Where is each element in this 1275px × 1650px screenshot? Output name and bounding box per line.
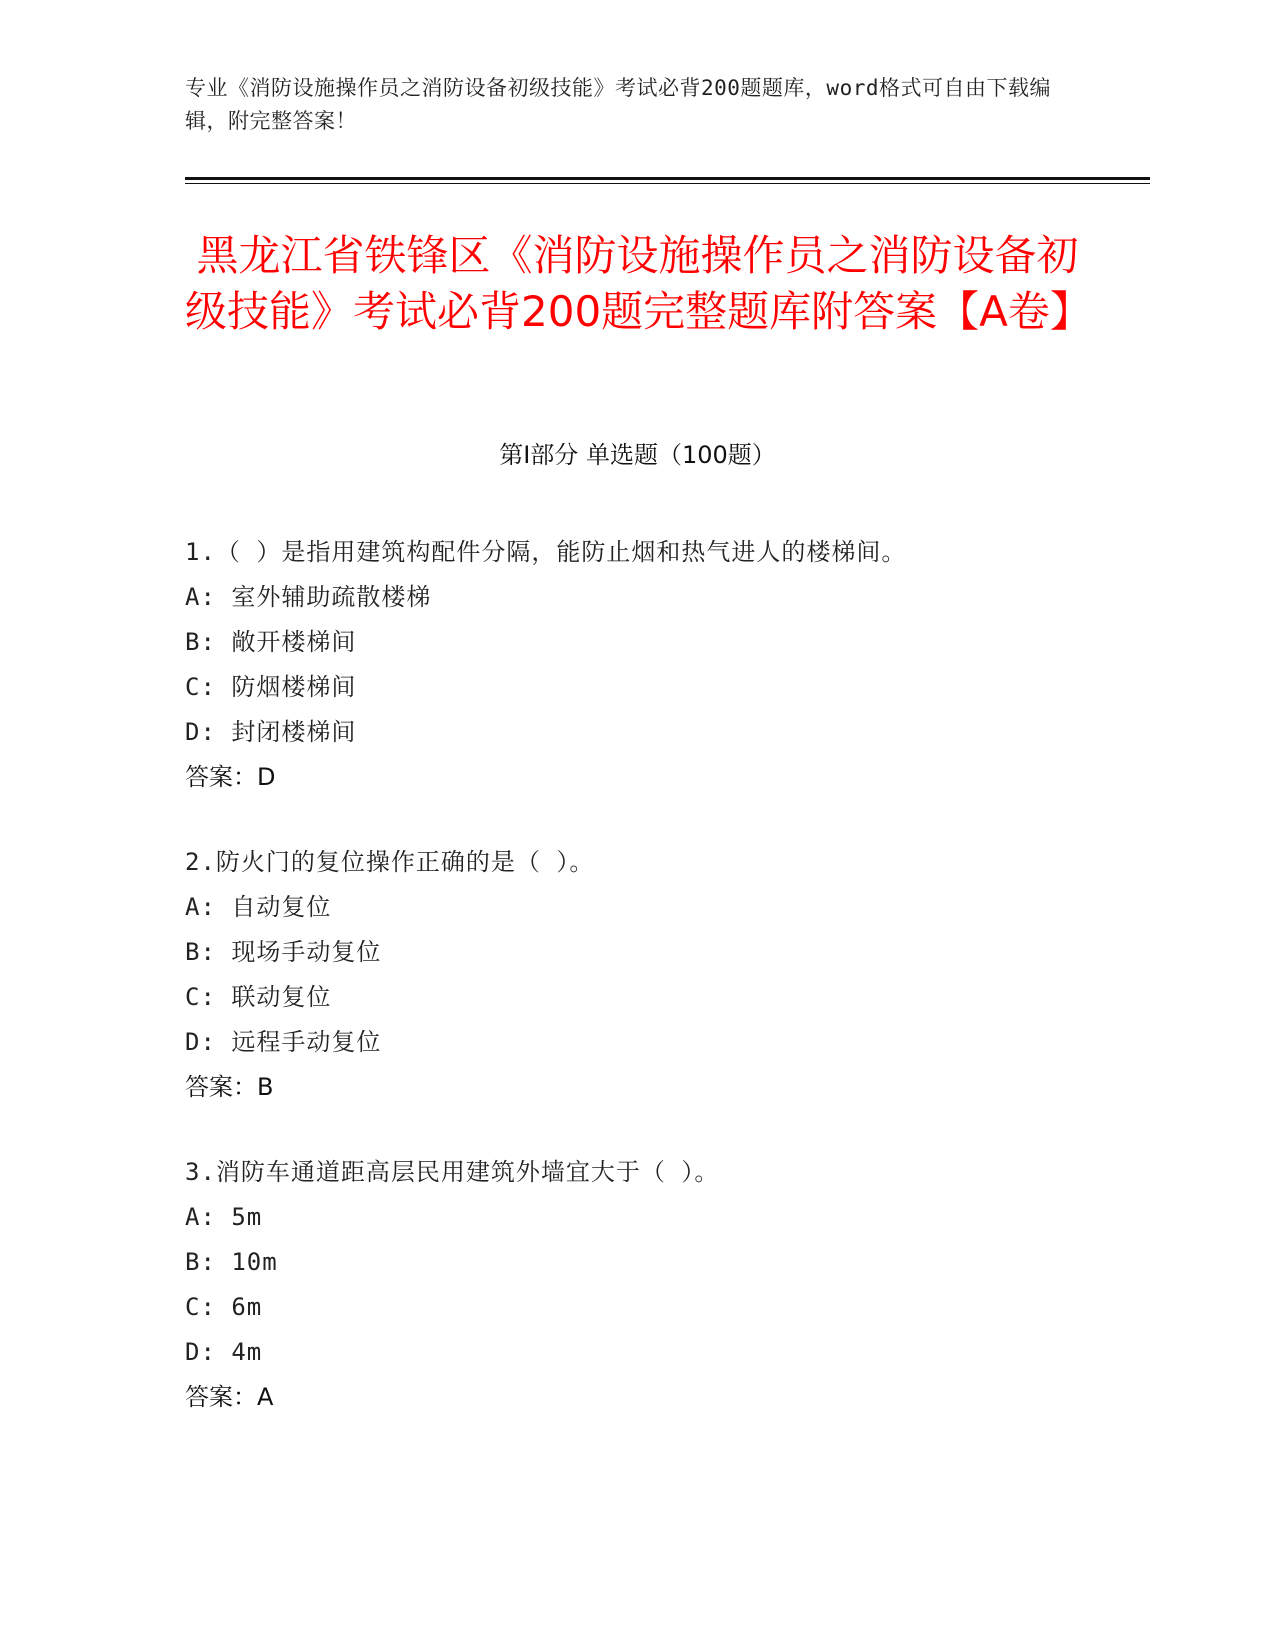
- option-d: D: 远程手动复位: [185, 1028, 382, 1056]
- option-a: A: 自动复位: [185, 893, 332, 921]
- option-a: A: 5m: [185, 1203, 263, 1231]
- answer-line: 答案：D: [185, 763, 276, 791]
- option-b: B: 敞开楼梯间: [185, 628, 357, 656]
- option-a: A: 室外辅助疏散楼梯: [185, 583, 432, 611]
- question-item: [185, 1150, 1105, 1420]
- question-stem: 2.防火门的复位操作正确的是（ ）。: [185, 848, 595, 876]
- section-heading: 第Ⅰ部分 单选题（100题）: [499, 441, 776, 469]
- header-divider-thick: [185, 177, 1150, 180]
- option-b: B: 10m: [185, 1248, 278, 1276]
- option-d: D: 4m: [185, 1338, 263, 1366]
- option-d: D: 封闭楼梯间: [185, 718, 357, 746]
- document-title: 黑龙江省铁锋区《消防设施操作员之消防设备初级技能》考试必背200题完整题库附答案【A卷】: [185, 231, 1092, 336]
- option-c: C: 6m: [185, 1293, 263, 1321]
- answer-line: 答案：A: [185, 1383, 274, 1411]
- header-note: 专业《消防设施操作员之消防设备初级技能》考试必背200题题库，word格式可自由下载编辑，附完整答案！: [185, 76, 1051, 133]
- header-divider-thin: [185, 183, 1150, 184]
- question-list: [185, 530, 1105, 1460]
- option-b: B: 现场手动复位: [185, 938, 382, 966]
- question-item: [185, 840, 1105, 1110]
- option-c: C: 联动复位: [185, 983, 332, 1011]
- answer-line: 答案：B: [185, 1073, 274, 1101]
- option-c: C: 防烟楼梯间: [185, 673, 357, 701]
- question-item: [185, 530, 1105, 800]
- question-stem: 3.消防车通道距高层民用建筑外墙宜大于（ ）。: [185, 1158, 720, 1186]
- question-stem: 1.（ ）是指用建筑构配件分隔，能防止烟和热气进人的楼梯间。: [185, 538, 907, 566]
